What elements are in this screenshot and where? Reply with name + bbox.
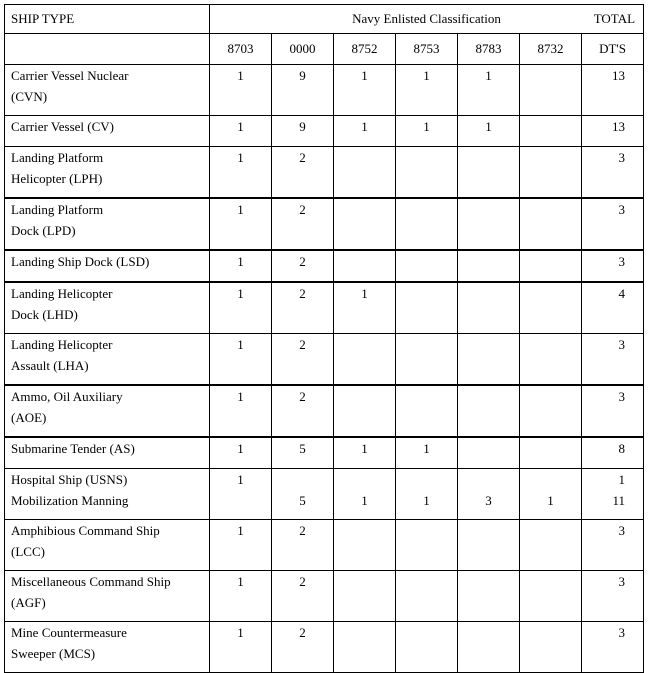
ship-type-line: Hospital Ship (USNS)	[11, 472, 128, 487]
nec-value-cell	[458, 250, 520, 282]
total-value: 3	[618, 337, 626, 352]
nec-value-cell	[520, 147, 582, 199]
nec-value	[210, 490, 271, 511]
nec-value: 1	[237, 472, 244, 487]
total-cell	[582, 282, 644, 334]
nec-value-cell	[520, 385, 582, 437]
table-row	[5, 334, 644, 386]
nec-value	[334, 386, 395, 407]
nec-value-cell	[210, 65, 272, 116]
total-value: 3	[618, 574, 626, 589]
nec-value-cell	[520, 334, 582, 386]
nec-value-cell	[272, 65, 334, 116]
ship-type-line: Submarine Tender (AS)	[11, 441, 135, 456]
nec-value	[520, 438, 581, 459]
nec-value: 2	[299, 254, 306, 269]
nec-value-cell	[210, 571, 272, 622]
total-value: 3	[618, 625, 626, 640]
total-value: 1	[618, 472, 626, 487]
ship-type-line: (LCC)	[11, 544, 45, 559]
nec-value: 2	[299, 202, 306, 217]
nec-value-cell	[520, 520, 582, 571]
nec-value-cell	[520, 622, 582, 673]
nec-value: 2	[299, 523, 306, 538]
nec-value	[396, 469, 457, 490]
ship-type-cell	[5, 147, 210, 199]
nec-value: 9	[299, 68, 306, 83]
nec-value: 2	[299, 574, 306, 589]
nec-value-cell	[272, 385, 334, 437]
nec-value: 1	[237, 202, 244, 217]
nec-value-cell	[458, 469, 520, 520]
ship-type-cell	[5, 198, 210, 250]
nec-value-cell	[272, 622, 334, 673]
nec-value: 1	[361, 493, 368, 508]
nec-value-cell	[396, 385, 458, 437]
nec-code-header: 8753	[396, 34, 458, 65]
nec-value-cell	[396, 116, 458, 147]
nec-value-cell	[520, 116, 582, 147]
total-value: 8	[618, 441, 626, 456]
total-cell	[582, 622, 644, 673]
nec-code-header: 0000	[272, 34, 334, 65]
nec-value-cell	[272, 334, 334, 386]
nec-value: 5	[299, 493, 306, 508]
nec-value-cell	[272, 469, 334, 520]
nec-value-cell	[334, 520, 396, 571]
nec-value-cell	[210, 469, 272, 520]
table-row	[5, 385, 644, 437]
total-cell	[582, 520, 644, 571]
nec-value: 1	[423, 68, 430, 83]
nec-value-cell	[334, 198, 396, 250]
ship-type-line: (AGF)	[11, 595, 46, 610]
nec-value	[520, 334, 581, 355]
total-cell	[582, 147, 644, 199]
nec-value-cell	[334, 147, 396, 199]
nec-value-cell	[210, 282, 272, 334]
nec-value-cell	[210, 198, 272, 250]
nec-value: 1	[237, 254, 244, 269]
nec-value: 5	[299, 441, 306, 456]
nec-value	[458, 147, 519, 168]
nec-value-cell	[458, 334, 520, 386]
total-header: TOTAL	[593, 11, 636, 26]
ship-type-line: Landing Platform	[11, 202, 104, 217]
nec-value: 9	[299, 119, 306, 134]
nec-value-cell	[396, 437, 458, 469]
ship-type-line: Amphibious Command Ship	[11, 523, 160, 538]
nec-value-cell	[210, 520, 272, 571]
nec-value	[458, 469, 519, 490]
nec-value: 1	[237, 150, 244, 165]
nec-value	[396, 520, 457, 541]
table-row	[5, 116, 644, 147]
table-row	[5, 250, 644, 282]
ship-nec-table	[4, 4, 644, 673]
nec-value-cell	[396, 198, 458, 250]
nec-code-header: 8732	[520, 34, 582, 65]
nec-value-cell	[458, 622, 520, 673]
nec-value	[334, 147, 395, 168]
nec-value: 1	[237, 337, 244, 352]
nec-value: 1	[237, 625, 244, 640]
nec-value	[334, 622, 395, 643]
table-row	[5, 437, 644, 469]
table-row	[5, 198, 644, 250]
ship-type-line: (AOE)	[11, 410, 47, 425]
ship-type-line: Mobilization Manning	[11, 493, 129, 508]
total-cell	[582, 571, 644, 622]
total-value: 11	[612, 493, 626, 508]
nec-value: 1	[485, 119, 492, 134]
nec-value	[520, 147, 581, 168]
nec-value: 1	[237, 286, 244, 301]
nec-value: 1	[547, 493, 554, 508]
nec-value: 3	[485, 493, 492, 508]
nec-value-cell	[334, 622, 396, 673]
total-value: 3	[618, 150, 626, 165]
total-value: 4	[618, 286, 626, 301]
nec-value: 2	[299, 150, 306, 165]
ship-type-header: SHIP TYPE	[5, 5, 210, 34]
table-row	[5, 282, 644, 334]
nec-value-cell	[458, 520, 520, 571]
nec-value-cell	[396, 282, 458, 334]
nec-value	[520, 622, 581, 643]
nec-value	[458, 334, 519, 355]
nec-value-cell	[210, 437, 272, 469]
total-cell	[582, 437, 644, 469]
nec-code-header: 8783	[458, 34, 520, 65]
nec-value	[396, 334, 457, 355]
ship-type-line: Landing Ship Dock (LSD)	[11, 254, 150, 269]
nec-value-cell	[458, 571, 520, 622]
nec-value	[520, 520, 581, 541]
nec-value	[334, 251, 395, 272]
nec-value	[334, 334, 395, 355]
nec-value: 1	[237, 523, 244, 538]
nec-value-cell	[334, 385, 396, 437]
ship-type-cell	[5, 437, 210, 469]
nec-value-cell	[396, 250, 458, 282]
ship-type-line: Landing Helicopter	[11, 337, 113, 352]
ship-type-cell	[5, 385, 210, 437]
nec-value-cell	[210, 622, 272, 673]
nec-value	[458, 571, 519, 592]
table-row	[5, 469, 644, 520]
nec-value	[458, 622, 519, 643]
nec-value-cell	[334, 250, 396, 282]
nec-value-cell	[272, 116, 334, 147]
ship-type-line: Helicopter (LPH)	[11, 171, 103, 186]
ship-type-line: Landing Helicopter	[11, 286, 113, 301]
total-value: 3	[618, 389, 626, 404]
table-row	[5, 147, 644, 199]
nec-value-cell	[272, 282, 334, 334]
nec-value-cell	[396, 147, 458, 199]
nec-value-cell	[520, 282, 582, 334]
nec-title: Navy Enlisted Classification	[352, 11, 501, 26]
nec-code-header: 8703	[210, 34, 272, 65]
ship-type-line: Dock (LPD)	[11, 223, 76, 238]
nec-value	[520, 251, 581, 272]
nec-value	[520, 469, 581, 490]
nec-value	[458, 438, 519, 459]
nec-value-cell	[458, 198, 520, 250]
ship-type-cell	[5, 469, 210, 520]
nec-value-cell	[396, 469, 458, 520]
blank-header-cell	[5, 34, 210, 65]
nec-value	[396, 147, 457, 168]
nec-value-cell	[210, 250, 272, 282]
nec-value-cell	[334, 437, 396, 469]
nec-value: 1	[423, 493, 430, 508]
ship-type-cell	[5, 250, 210, 282]
table-row	[5, 520, 644, 571]
nec-value	[520, 65, 581, 86]
ship-type-cell	[5, 622, 210, 673]
nec-value-cell	[458, 282, 520, 334]
ship-type-line: Assault (LHA)	[11, 358, 89, 373]
header-row-1	[5, 5, 644, 34]
nec-value	[458, 199, 519, 220]
table-row	[5, 622, 644, 673]
nec-value	[396, 251, 457, 272]
ship-type-line: Miscellaneous Command Ship	[11, 574, 171, 589]
nec-value: 2	[299, 337, 306, 352]
nec-value-cell	[334, 469, 396, 520]
nec-value-cell	[272, 571, 334, 622]
nec-code-header: 8752	[334, 34, 396, 65]
nec-value-cell	[396, 520, 458, 571]
ship-type-cell	[5, 116, 210, 147]
nec-value: 2	[299, 286, 306, 301]
ship-type-line: Sweeper (MCS)	[11, 646, 96, 661]
nec-value: 1	[485, 68, 492, 83]
total-cell	[582, 334, 644, 386]
nec-value	[520, 571, 581, 592]
nec-value-cell	[272, 437, 334, 469]
nec-value: 1	[361, 286, 368, 301]
nec-value	[520, 283, 581, 304]
table-row	[5, 571, 644, 622]
nec-value: 1	[237, 389, 244, 404]
nec-value	[272, 469, 333, 490]
total-value: 13	[612, 68, 626, 83]
ship-type-cell	[5, 520, 210, 571]
total-cell	[582, 65, 644, 116]
nec-value	[458, 386, 519, 407]
nec-value	[458, 251, 519, 272]
ship-type-cell	[5, 282, 210, 334]
total-cell	[582, 116, 644, 147]
nec-value: 1	[423, 119, 430, 134]
nec-value-cell	[520, 437, 582, 469]
nec-value-cell	[210, 147, 272, 199]
dts-header: DT'S	[582, 34, 644, 65]
nec-value	[334, 469, 395, 490]
nec-value-cell	[520, 469, 582, 520]
ship-type-line: (CVN)	[11, 89, 48, 104]
nec-value-cell	[334, 334, 396, 386]
nec-value-cell	[520, 250, 582, 282]
total-value: 13	[612, 119, 626, 134]
ship-type-line: Carrier Vessel Nuclear	[11, 68, 129, 83]
nec-value-cell	[520, 198, 582, 250]
nec-value	[334, 520, 395, 541]
nec-value-cell	[334, 116, 396, 147]
nec-value: 1	[361, 119, 368, 134]
nec-header-cell	[210, 5, 644, 34]
nec-value-cell	[396, 65, 458, 116]
nec-value	[396, 199, 457, 220]
total-cell	[582, 250, 644, 282]
total-value: 3	[618, 202, 626, 217]
ship-type-line: Ammo, Oil Auxiliary	[11, 389, 123, 404]
total-cell	[582, 198, 644, 250]
nec-value	[396, 283, 457, 304]
nec-value	[520, 199, 581, 220]
nec-value-cell	[396, 334, 458, 386]
total-cell	[582, 385, 644, 437]
table-row	[5, 65, 644, 116]
nec-value-cell	[396, 622, 458, 673]
total-value: 3	[618, 254, 626, 269]
ship-type-line: Mine Countermeasure	[11, 625, 127, 640]
nec-value-cell	[210, 116, 272, 147]
nec-value-cell	[210, 334, 272, 386]
ship-type-line: Carrier Vessel (CV)	[11, 119, 115, 134]
nec-value-cell	[396, 571, 458, 622]
nec-value-cell	[458, 437, 520, 469]
nec-value-cell	[272, 147, 334, 199]
nec-value	[334, 571, 395, 592]
nec-value	[458, 520, 519, 541]
nec-value-cell	[334, 65, 396, 116]
nec-value	[396, 622, 457, 643]
nec-value: 1	[361, 68, 368, 83]
nec-value	[396, 571, 457, 592]
nec-value-cell	[458, 385, 520, 437]
nec-value	[520, 386, 581, 407]
nec-value	[396, 386, 457, 407]
nec-value-cell	[458, 147, 520, 199]
nec-value-cell	[458, 65, 520, 116]
header-row-2	[5, 34, 644, 65]
nec-value	[334, 199, 395, 220]
nec-value: 1	[237, 441, 244, 456]
nec-value: 2	[299, 625, 306, 640]
nec-value-cell	[520, 65, 582, 116]
nec-value-cell	[272, 250, 334, 282]
nec-value-cell	[272, 198, 334, 250]
ship-type-cell	[5, 334, 210, 386]
ship-type-line: Landing Platform	[11, 150, 104, 165]
nec-value: 1	[237, 574, 244, 589]
nec-value-cell	[520, 571, 582, 622]
nec-value-cell	[210, 385, 272, 437]
nec-value-cell	[458, 116, 520, 147]
total-cell	[582, 469, 644, 520]
nec-value-cell	[334, 571, 396, 622]
nec-value: 1	[361, 441, 368, 456]
nec-value: 1	[237, 68, 244, 83]
ship-type-cell	[5, 65, 210, 116]
ship-type-line: Dock (LHD)	[11, 307, 78, 322]
nec-value: 1	[237, 119, 244, 134]
nec-value: 1	[423, 441, 430, 456]
ship-type-cell	[5, 571, 210, 622]
nec-value	[458, 283, 519, 304]
total-value: 3	[618, 523, 626, 538]
nec-value-cell	[272, 520, 334, 571]
nec-value-cell	[334, 282, 396, 334]
nec-value: 2	[299, 389, 306, 404]
nec-value	[520, 116, 581, 137]
